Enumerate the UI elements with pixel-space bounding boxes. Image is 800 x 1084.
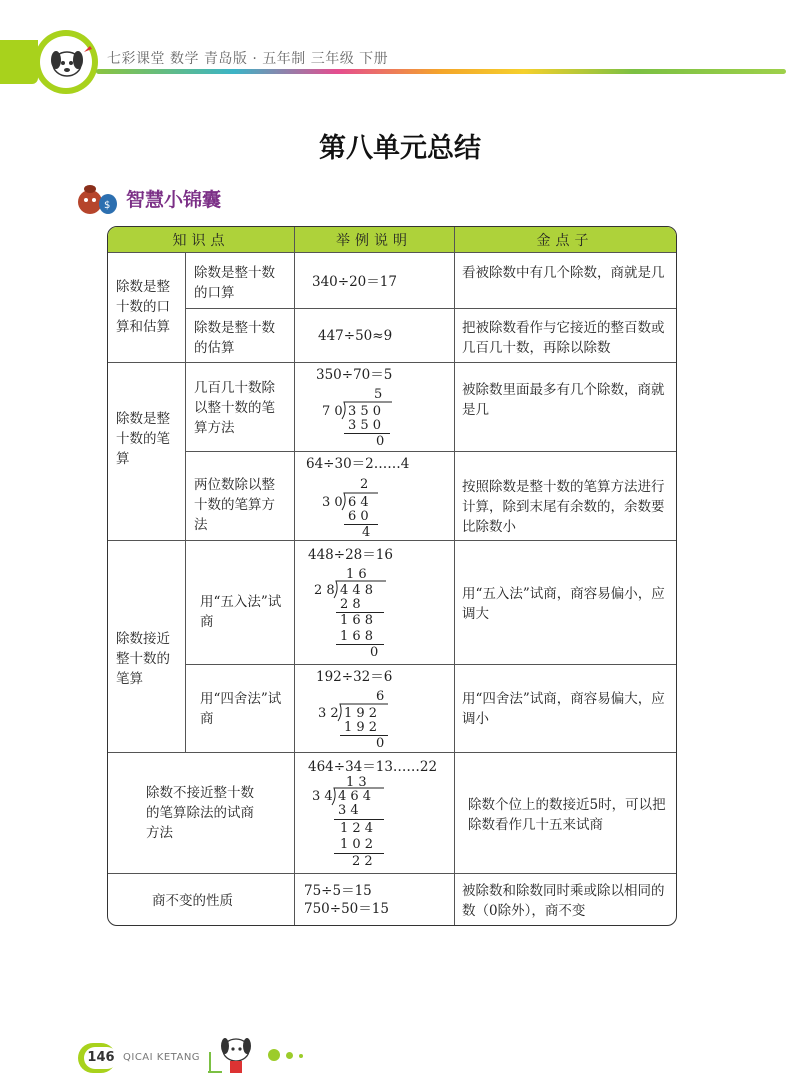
- example-75: 75÷5＝15: [304, 883, 372, 899]
- sub-round-down: 用“四舍法”试商: [200, 691, 282, 727]
- example-350: 350÷70＝5: [316, 367, 393, 383]
- sub-written-2digit: 两位数除以整十数的笔算方法: [194, 477, 275, 533]
- group-written: 除数是整十数的笔算: [116, 411, 170, 467]
- page-number: 146: [84, 1047, 118, 1069]
- example-192: 192÷32＝6: [316, 669, 393, 685]
- footer-dot: [286, 1052, 293, 1059]
- group-quotient-invariance: 商不变的性质: [152, 893, 233, 909]
- example-750: 750÷50＝15: [304, 901, 389, 917]
- example-464: 464÷34＝13……22: [308, 759, 438, 775]
- svg-text:$: $: [104, 200, 111, 211]
- section-label: 智慧小锦囊: [126, 189, 222, 211]
- summary-table: [107, 226, 677, 926]
- header-logo: [34, 30, 98, 94]
- mascot-footer-icon: [200, 1030, 260, 1076]
- tip-written-3digit: 被除数里面最多有几个除数，商就是几: [462, 382, 665, 418]
- dog-mascot-icon: [34, 30, 98, 94]
- money-bag-icon: [74, 180, 122, 216]
- tip-round-up: 用“五入法”试商，商容易偏小，应调大: [462, 586, 665, 622]
- tip-written-2digit: 按照除数是整十数的笔算方法进行计算，除到末尾有余数的，余数要比除数小: [462, 479, 665, 535]
- tip-quotient-invariance: 被除数和除数同时乘或除以相同的数（0除外），商不变: [462, 883, 665, 919]
- footer-brand: QICAI KETANG: [123, 1052, 201, 1063]
- table-header: [108, 227, 676, 253]
- sub-written-3digit: 几百几十数除以整十数的笔算方法: [194, 380, 275, 436]
- example-oral: 340÷20＝17: [312, 274, 397, 290]
- header-example: 举例说明: [336, 233, 412, 249]
- example-64: 64÷30＝2……4: [306, 456, 410, 472]
- example-estimate: 447÷50≈9: [318, 328, 393, 344]
- sub-round-up: 用“五入法”试商: [200, 594, 282, 630]
- header-rainbow-bar: [96, 69, 786, 74]
- long-division-192: 6 3 2 1 9 2 1 9 2 0: [314, 689, 448, 751]
- tip-oral: 看被除数中有几个除数，商就是几: [462, 265, 665, 281]
- tip-estimate: 把被除数看作与它接近的整百数或几百几十数，再除以除数: [462, 320, 665, 356]
- long-division-464: 1 3 3 4 4 6 4 3 4 1 2 4 1 0 2 2 2: [308, 775, 448, 873]
- header-knowledge: 知识点: [172, 233, 230, 249]
- footer-dot: [268, 1049, 280, 1061]
- example-448: 448÷28＝16: [308, 547, 393, 563]
- group-not-near-ten: 除数不接近整十数的笔算除法的试商方法: [146, 785, 254, 841]
- group-near-ten: 除数接近整十数的笔算: [116, 631, 170, 687]
- tip-not-near-ten: 除数个位上的数接近5时，可以把除数看作几十五来试商: [468, 797, 666, 833]
- long-division-350: 5 7 0 3 5 0 3 5 0 0: [318, 387, 448, 449]
- long-division-448: 1 6 2 8 4 4 8 2 8 1 6 8 1 6 8 0: [312, 567, 448, 663]
- sub-oral: 除数是整十数的口算: [194, 265, 275, 301]
- page-title: 第八单元总结: [319, 133, 481, 164]
- header-tip: 金点子: [536, 233, 594, 249]
- header-accent: [0, 40, 38, 84]
- tip-round-down: 用“四舍法”试商，商容易偏大，应调小: [462, 691, 665, 727]
- group-oral: 除数是整十数的口算和估算: [116, 279, 170, 335]
- section-heading: [74, 180, 222, 216]
- footer-dot: [299, 1054, 303, 1058]
- long-division-64: 2 3 0 6 4 6 0 4: [318, 477, 448, 539]
- header-breadcrumb: 七彩课堂 数学 青岛版 · 五年制 三年级 下册: [107, 51, 389, 67]
- sub-estimate: 除数是整十数的估算: [194, 320, 275, 356]
